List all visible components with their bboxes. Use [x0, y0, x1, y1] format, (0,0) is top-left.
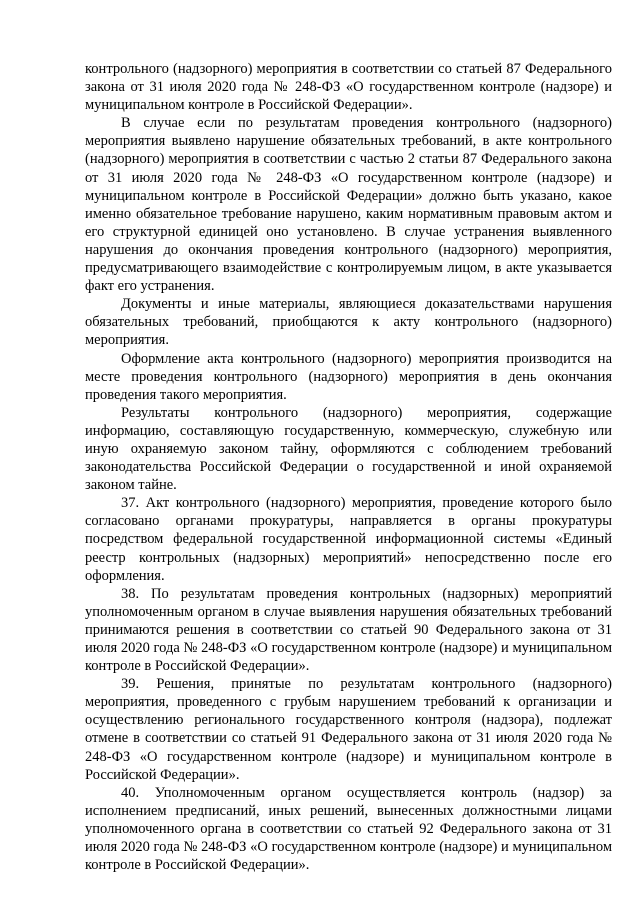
paragraph-item-38: 38. По результатам проведения контрольных (надзорных) мероприятий уполномоченным органом в случае выявления нарушения обязательных требований принимаются решения в соответствии со статьей 90 Федерального закона от 31 июля 2020 года № 248-ФЗ «О государственном контроле (надзоре) и муниципальном контроле в Российской Федерации». — [85, 585, 612, 675]
paragraph-act-formalization: Оформление акта контрольного (надзорного) мероприятия производится на месте проведения контрольного (надзорного) мероприятия в день окончания проведения такого мероприятия. — [85, 350, 612, 403]
paragraph-item-37: 37. Акт контрольного (надзорного) мероприятия, проведение которого было согласовано органами прокуратуры, направляется в органы прокуратуры посредством федеральной государственной информационной системы «Единый реестр контрольных (надзорных) мероприятий» непосредственно после его оформления. — [85, 495, 612, 584]
paragraph-evidence-materials: Документы и иные материалы, являющиеся доказательствами нарушения обязательных требований, приобщаются к акту контрольного (надзорного) мероприятия. — [85, 296, 612, 349]
paragraph-violation-in-act: В случае если по результатам проведения контрольного (надзорного) мероприятия выявлено нарушение обязательных требований, в акте контрольного (надзорного) мероприятия в соответствии с частью 2 статьи 87 Федерального закона от 31 июля 2020 года № 248-ФЗ «О государственном контроле (надзоре) и муниципальном контроле в Российской Федерации» должно быть указано, какое именно обязательное требование нарушено, каким нормативным правовым актом и его структурной единицей оно установлено. В случае устранения выявленного нарушения до окончания проведения контрольного (надзорного) мероприятия, предусматривающего взаимодействие с контролируемым лицом, в акте указывается факт его устранения. — [85, 115, 612, 295]
paragraph-item-40: 40. Уполномоченным органом осуществляется контроль (надзор) за исполнением предписаний, иных решений, вынесенных должностными лицами уполномоченного органа в соответствии со статьей 92 Федерального закона от 31 июля 2020 года № 248-ФЗ «О государственном контроле (надзоре) и муниципальном контроле в Российской Федерации». — [85, 784, 612, 874]
paragraph-continuation: контрольного (надзорного) мероприятия в соответствии со статьей 87 Федерального закона от 31 июля 2020 года № 248-ФЗ «О государственном контроле (надзоре) и муниципальном контроле в Российской Федерации». — [85, 61, 612, 114]
paragraph-item-39: 39. Решения, принятые по результатам контрольного (надзорного) мероприятия, проведенного с грубым нарушением требований к организации и осуществлению регионального государственного контроля (надзора), подлежат отмене в соответствии со статьей 91 Федерального закона от 31 июля 2020 года № 248-ФЗ «О государственном контроле (надзоре) и муниципальном контроле в Российской Федерации». — [85, 676, 612, 783]
document-body — [85, 60, 612, 874]
paragraph-secret-information: Результаты контрольного (надзорного) мероприятия, содержащие информацию, составляющую государственную, коммерческую, служебную или иную охраняемую законом тайну, оформляются с соблюдением требований законодательства Российской Федерации о государственной и иной охраняемой законом тайне. — [85, 404, 612, 494]
